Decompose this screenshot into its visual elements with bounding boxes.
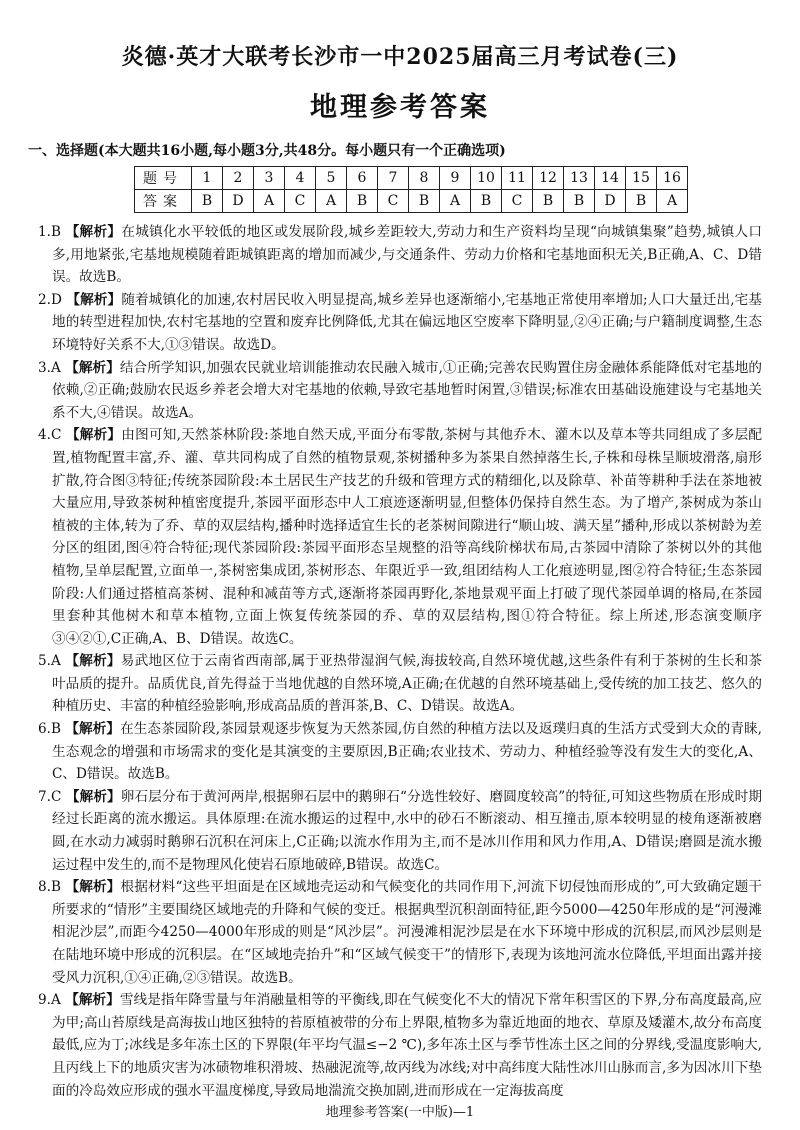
analysis-tag: 【解析】 xyxy=(66,291,122,308)
section-heading: 一、选择题(本大题共16小题,每小题3分,共48分。每小题只有一个正确选项) xyxy=(28,143,506,159)
question-number-cell: 1 xyxy=(192,167,223,190)
answer-explanation xyxy=(38,424,762,650)
question-answer-label: 1.B xyxy=(38,224,61,240)
explanation-text: 在生态茶园阶段,茶园景观逐步恢复为天然茶园,仿自然的种植方法以及返璞归真的生活方式受到大众的青睐,生态观念的增强和市场需求的变化是其演变的主要原因,B正确;农业技术、劳动力、种植经验等没有发生大的变化,A、C、D错误。故选B。 xyxy=(52,721,762,783)
answer-table xyxy=(134,166,688,213)
explanation-text: 由图可知,天然茶林阶段:茶地自然天成,平面分布零散,茶树与其他乔木、灌木以及草本等共同组成了多层配置,植物配置丰富,乔、灌、草共同构成了自然的植物景观,茶树播种多为茶果自然掉落生长,子株和母株呈顺坡滑落,扇形扩散,符合图③特征;传统茶园阶段:本土居民生产技艺的升级和管理方式的精细化,以及除草、补苗等耕种手法在茶地被大量应用,导致茶树种植密度提升,茶园平面形态中人工痕迹逐渐明显,但整体仍保持自然生态。为了增产,茶树成为茶山植被的主体,转为了乔、草的双层结构,播种时选择适宜生长的老茶树间隙进行“顺山坡、满天星”播种,形成以茶树龄为差分区的组团,图④符合特征;现代茶园阶段:茶园平面形态呈规整的沿等高线阶梯状布局,古茶园中清除了茶树以外的其他植物,呈单层配置,立面单一,茶树密集成团,茶树形态、年限近乎一致,组团结构人工化痕迹明显,图②符合特征;生态茶园阶段:人们通过搭植高茶树、混种和减苗等方式,逐渐将茶园再野化,茶地景观平面上打破了现代茶园单调的格局,在茶园里套种其他树木和草本植物,立面上恢复传统茶园的乔、草的双层结构,图①符合特征。综上所述,形态演变顺序③④②①,C正确,A、B、D错误。故选C。 xyxy=(52,427,763,647)
question-number-cell: 12 xyxy=(533,167,564,190)
page-footer: 地理参考答案(一中版)—1 xyxy=(325,1105,475,1120)
answer-cell: B xyxy=(409,190,440,213)
analysis-tag: 【解析】 xyxy=(65,359,120,376)
answer-explanation xyxy=(38,289,762,357)
analysis-tag: 【解析】 xyxy=(65,879,121,896)
explanation-text: 雪线是指年降雪量与年消融量相等的平衡线,即在气候变化不大的情况下常年积雪区的下界,分布高度最高,应为甲;高山苔原线是高海拔山地区独特的苔原植被带的分布上界限,植物多为靠近地面的地衣、草原及矮灌木,故分布高度最低,应为丁;冰线是多年冻土区的下界限(年平均气温≤−2 ℃),多年冻土区与季节性冻土区之间的分界线,受温度影响大,且丙线上下的地质灾害为冰碛物堆积滑坡、热融泥流等,故丙线为冰线;对中高纬度大陆性冰川山脉而言,多为因冰川下垫面的冷岛效应形成的强水平温度梯度,导致局地湍流交换加剧,进而形成在一定海拔高度 xyxy=(52,992,762,1099)
answer-cell: A xyxy=(316,190,347,213)
answer-table-answer-row xyxy=(135,190,688,213)
answer-cell: B xyxy=(471,190,502,213)
question-answer-label: 4.C xyxy=(38,427,62,444)
explanation-text: 结合所学知识,加强农民就业培训能推动农民融入城市,①正确;完善农民购置住房金融体系能降低对宅基地的依赖,②正确;鼓励农民返乡养老会增大对宅基地的依赖,导致宅基地暂时闲置,③错误;标准农田基础设施建设与宅基地关系不大,④错误。故选A。 xyxy=(52,359,763,421)
question-number-cell: 8 xyxy=(409,167,440,190)
question-number-cell: 10 xyxy=(471,167,502,190)
question-number-cell: 7 xyxy=(378,167,409,190)
explanation-text: 根据材料“这些平坦面是在区域地壳运动和气候变化的共同作用下,河流下切侵蚀而形成的”,可大致确定题干所要求的“情形”主要围绕区域地壳的升降和气候的变迁。根据典型沉积剖面特征,距今5000—4250年形成的是“河漫滩相泥沙层”,而距今4250—4000年形成的则是“风沙层”。河漫滩相泥沙层是在水下环境中形成的沉积层,而风沙层则是在陆地环境中形成的沉积层。在“区域地壳抬升”和“区域气候变干”的情形下,表现为该地河流水位降低,平坦面出露并接受风力沉积,①④正确,②③错误。故选B。 xyxy=(52,879,762,986)
question-number-cell: 16 xyxy=(657,167,688,190)
analysis-tag: 【解析】 xyxy=(65,653,121,670)
answer-explanation xyxy=(38,989,762,1102)
question-answer-label: 6.B xyxy=(38,721,61,738)
answer-cell: B xyxy=(192,190,223,213)
answer-explanation xyxy=(38,650,762,718)
analysis-tag: 【解析】 xyxy=(65,224,122,240)
explanation-text: 随着城镇化的加速,农村居民收入明显提高,城乡差异也逐渐缩小,宅基地正常使用率增加;人口大量迁出,宅基地的转型进程加快,农村宅基地的空置和废弃比例降低,尤其在偏远地区空废率下降明显,②④正确;与户籍制度调整,生态环境特好关系不大,①③错误。故选D。 xyxy=(52,291,762,353)
answer-cell: D xyxy=(595,190,626,213)
analysis-tag: 【解析】 xyxy=(65,427,122,444)
answer-cell: B xyxy=(626,190,657,213)
answer-table-row-label: 答案 xyxy=(135,190,192,213)
answer-cell: A xyxy=(657,190,688,213)
answer-explanation xyxy=(38,718,762,786)
analysis-tag: 【解析】 xyxy=(65,721,121,738)
question-number-cell: 13 xyxy=(564,167,595,190)
answer-cell: B xyxy=(533,190,564,213)
answer-table-row-label: 题号 xyxy=(135,167,192,190)
answer-explanation xyxy=(38,876,762,989)
question-number-cell: 3 xyxy=(254,167,285,190)
question-number-cell: 6 xyxy=(347,167,378,190)
answer-cell: C xyxy=(378,190,409,213)
answer-cell: B xyxy=(347,190,378,213)
answer-table-number-row xyxy=(135,167,688,190)
explanation-text: 易武地区位于云南省西南部,属于亚热带湿润气候,海拔较高,自然环境优越,这些条件有利于茶树的生长和茶叶品质的提升。品质优良,首先得益于当地优越的自然环境,A正确;在优越的自然环境基础上,受传统的加工技艺、悠久的种植历史、丰富的种植经验影响,形成高品质的普洱茶,B、C、D错误。故选A。 xyxy=(52,653,763,715)
question-number-cell: 9 xyxy=(440,167,471,190)
question-answer-label: 5.A xyxy=(38,653,61,670)
question-number-cell: 14 xyxy=(595,167,626,190)
analysis-tag: 【解析】 xyxy=(65,788,121,805)
question-answer-label: 9.A xyxy=(38,992,61,1009)
answer-cell: B xyxy=(564,190,595,213)
explanation-text: 在城镇化水平较低的地区或发展阶段,城乡差距较大,劳动力和生产资料均呈现“向城镇集聚”趋势,城镇人口多,用地紧张,宅基地规模随着距城镇距离的增加而减少,与交通条件、劳动力价格和宅基地面积无关,B正确,A、C、D错误。故选B。 xyxy=(52,224,763,286)
document-subtitle: 地理参考答案 xyxy=(310,92,490,123)
question-number-cell: 11 xyxy=(502,167,533,190)
analysis-tag: 【解析】 xyxy=(65,992,120,1009)
answer-explanation xyxy=(38,786,762,876)
explanation-text: 卵石层分布于黄河两岸,根据卵石层中的鹅卵石“分选性较好、磨圆度较高”的特征,可知这些物质在形成时期经过长距离的流水搬运。具体原理:在流水搬运的过程中,水中的砂石不断滚动、相互撞击,原本较明显的棱角逐渐被磨圆,在水动力减弱时鹅卵石沉积在河床上,C正确;以流水作用为主,而不是冰川作用和风力作用,A、D错误;磨圆是流水搬运过程中发生的,而不是物理风化使岩石原地破碎,B错误。故选C。 xyxy=(52,788,762,873)
question-answer-label: 8.B xyxy=(38,879,61,896)
question-number-cell: 15 xyxy=(626,167,657,190)
question-answer-label: 7.C xyxy=(38,788,62,805)
question-list xyxy=(38,221,762,1102)
answer-cell: D xyxy=(223,190,254,213)
answer-explanation xyxy=(38,221,762,289)
question-number-cell: 4 xyxy=(285,167,316,190)
question-number-cell: 5 xyxy=(316,167,347,190)
answer-explanation xyxy=(38,357,762,425)
question-answer-label: 3.A xyxy=(38,359,61,376)
answer-cell: A xyxy=(254,190,285,213)
answer-cell: C xyxy=(502,190,533,213)
question-answer-label: 2.D xyxy=(38,291,62,308)
answer-cell: A xyxy=(440,190,471,213)
question-number-cell: 2 xyxy=(223,167,254,190)
document-title: 炎德·英才大联考长沙市一中2025届高三月考试卷(三) xyxy=(121,44,679,70)
answer-cell: C xyxy=(285,190,316,213)
